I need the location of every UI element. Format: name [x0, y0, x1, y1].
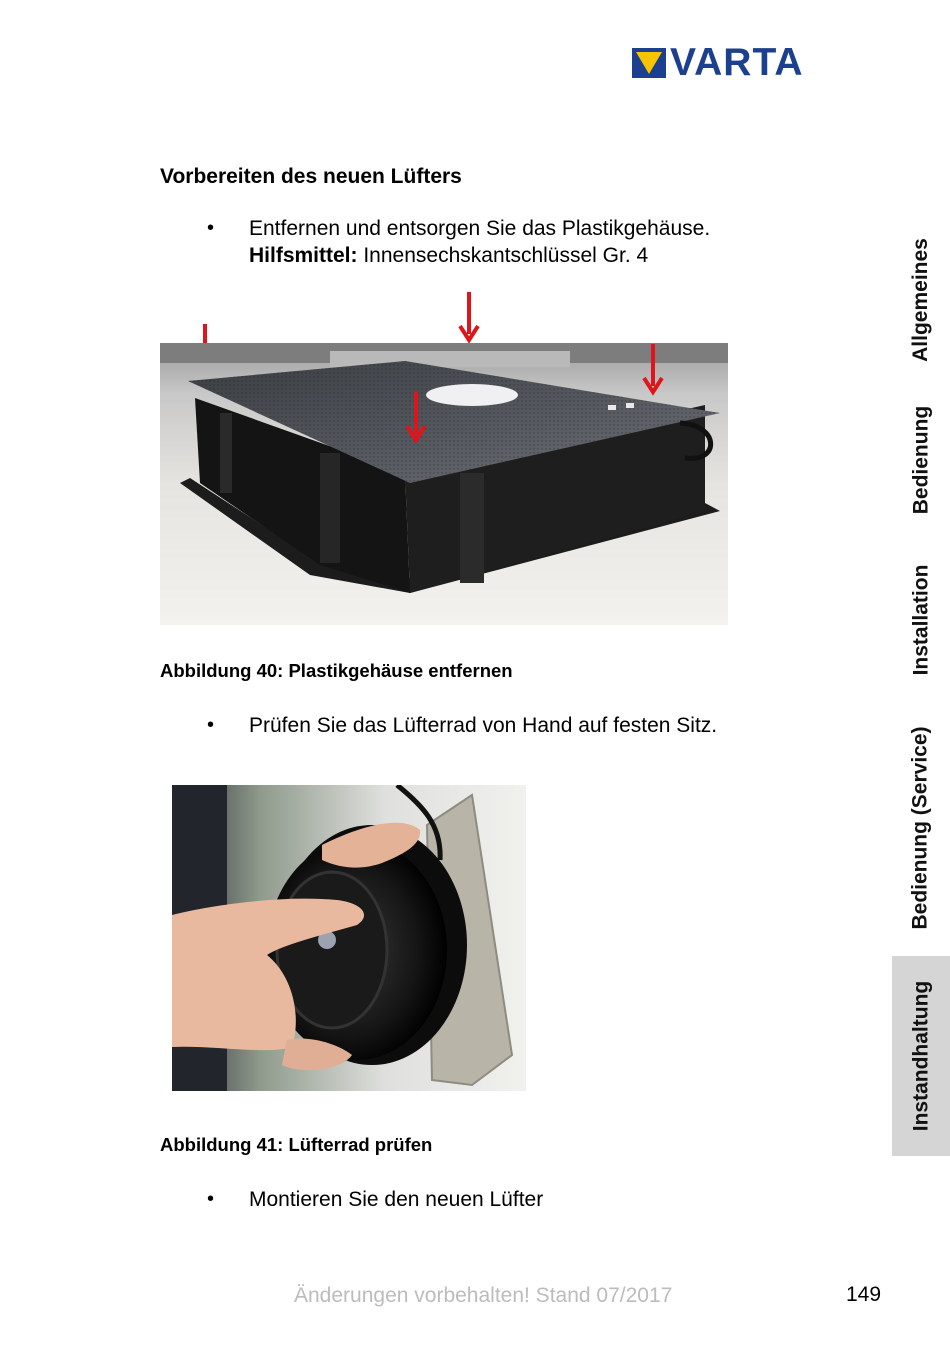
varta-logo-text: VARTA: [670, 41, 804, 84]
tab-instandhaltung[interactable]: Instandhaltung: [892, 956, 950, 1156]
step-mount-fan: Montieren Sie den neuen Lüfter: [249, 1188, 544, 1211]
step-remove-housing: Entfernen und entsorgen Sie das Plastikgehäuse.: [249, 217, 711, 240]
figure-41-caption: Abbildung 41: Lüfterrad prüfen: [160, 1134, 433, 1155]
step-check-impeller: Prüfen Sie das Lüfterrad von Hand auf festen Sitz.: [249, 714, 718, 737]
page-number: 149: [846, 1283, 882, 1306]
red-arrow-icon: [405, 390, 427, 446]
red-arrow-icon: [642, 342, 664, 398]
bullet-icon: •: [207, 1188, 215, 1210]
tab-bedienung[interactable]: Bedienung: [909, 405, 932, 515]
figure-41-photo: [172, 785, 526, 1091]
tab-allgemeines[interactable]: Allgemeines: [909, 238, 932, 362]
red-arrow-icon: [458, 290, 480, 346]
tool-value: Innensechskantschlüssel Gr. 4: [357, 244, 649, 267]
section-heading: Vorbereiten des neuen Lüfters: [160, 165, 462, 188]
bullet-icon: •: [207, 217, 215, 239]
varta-logo: [632, 41, 842, 84]
tool-label: Hilfsmittel:: [249, 244, 358, 267]
figure-40-caption: Abbildung 40: Plastikgehäuse entfernen: [160, 660, 513, 681]
tab-bedienung-service[interactable]: Bedienung (Service): [909, 726, 932, 930]
tab-installation[interactable]: Installation: [909, 564, 933, 676]
footer-note: Änderungen vorbehalten! Stand 07/2017: [294, 1284, 673, 1307]
varta-logo-mark: [632, 44, 668, 82]
bullet-icon: •: [207, 714, 215, 736]
chapter-tabs: [892, 220, 950, 1156]
